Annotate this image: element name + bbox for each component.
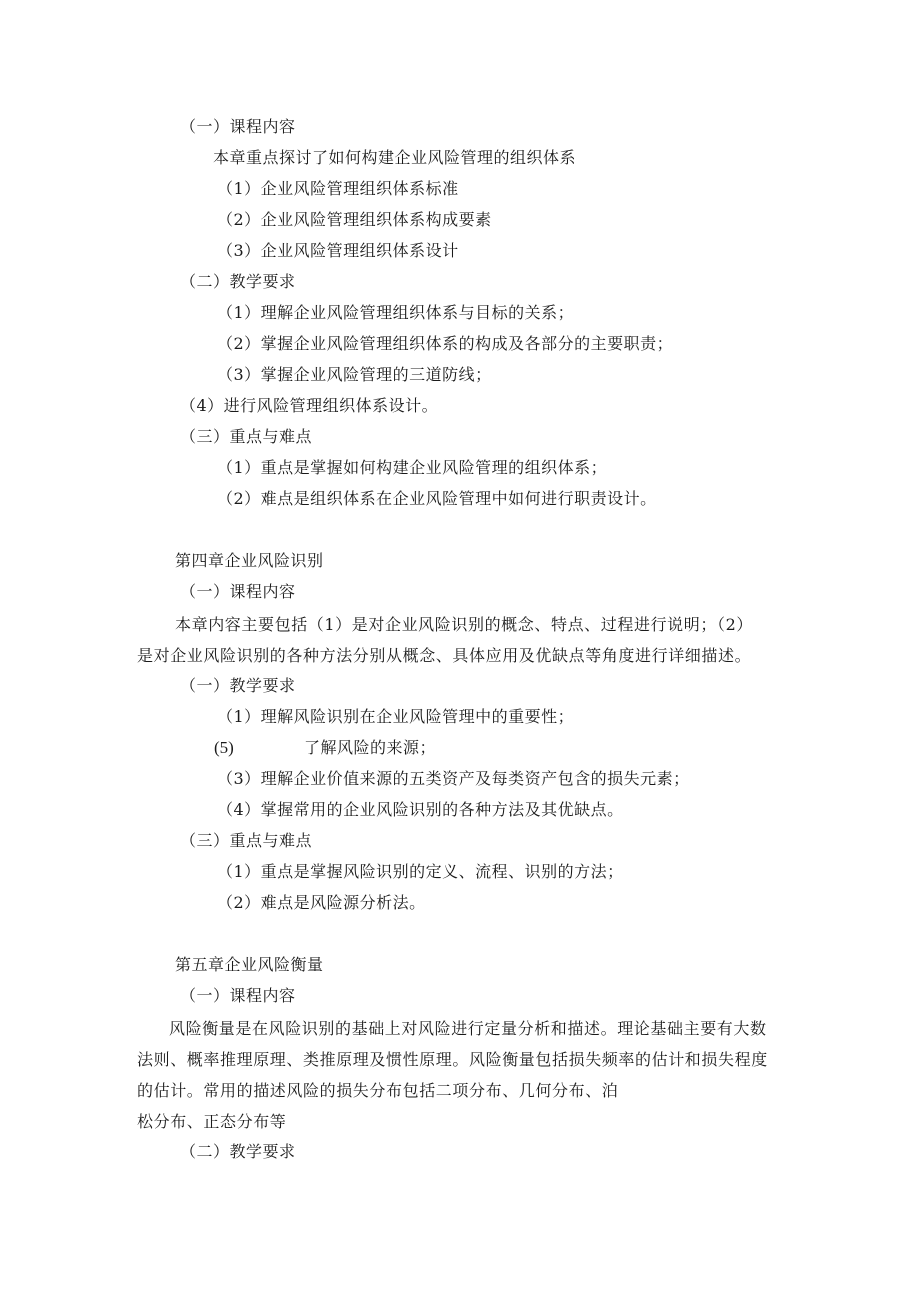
chapter-paragraph: [137, 1013, 787, 1137]
teaching-requirements-heading: （一）教学要求: [180, 676, 296, 695]
content-item: （2）企业风险管理组织体系构成要素: [217, 210, 492, 229]
key-points-heading: （三）重点与难点: [180, 831, 313, 850]
course-content-heading: （一）课程内容: [180, 582, 296, 601]
chapter-title: 第四章企业风险识别: [175, 551, 324, 570]
teaching-requirements-heading: （二）教学要求: [180, 272, 296, 291]
chapter-intro: 本章重点探讨了如何构建企业风险管理的组织体系: [213, 148, 577, 167]
key-point-item: （2）难点是风险源分析法。: [217, 893, 426, 912]
paragraph-line: 法则、概率推理原理、类推原理及惯性原理。风险衡量包括损失频率的估计和损失程度: [137, 1050, 768, 1069]
content-item: （1）企业风险管理组织体系标准: [217, 179, 459, 198]
chapter-title: 第五章企业风险衡量: [175, 955, 324, 974]
paragraph-line: 的估计。常用的描述风险的损失分布包括二项分布、几何分布、泊: [137, 1081, 619, 1100]
chapter-paragraph: [137, 609, 787, 671]
requirement-item: （4）进行风险管理组织体系设计。: [180, 396, 439, 415]
course-content-heading: （一）课程内容: [180, 117, 296, 136]
requirement-item: 了解风险的来源；: [304, 738, 437, 757]
paragraph-line: 是对企业风险识别的各种方法分别从概念、具体应用及优缺点等角度进行详细描述。: [137, 646, 752, 665]
requirement-item: （3）掌握企业风险管理的三道防线；: [217, 365, 492, 384]
key-point-item: （1）重点是掌握风险识别的定义、流程、识别的方法；: [217, 862, 624, 881]
key-points-heading: （三）重点与难点: [180, 427, 313, 446]
key-point-item: （2）难点是组织体系在企业风险管理中如何进行职责设计。: [217, 489, 657, 508]
paragraph-line: 本章内容主要包括（1）是对企业风险识别的概念、特点、过程进行说明；（2）: [175, 615, 753, 634]
paragraph-line: 松分布、正态分布等: [137, 1112, 287, 1131]
key-point-item: （1）重点是掌握如何构建企业风险管理的组织体系；: [217, 458, 608, 477]
paragraph-line: 风险衡量是在风险识别的基础上对风险进行定量分析和描述。理论基础主要有大数: [169, 1019, 767, 1038]
requirement-item: （3）理解企业价值来源的五类资产及每类资产包含的损失元素；: [217, 769, 690, 788]
teaching-requirements-heading: （二）教学要求: [180, 1142, 296, 1161]
requirement-item: （4）掌握常用的企业风险识别的各种方法及其优缺点。: [217, 800, 624, 819]
requirement-item: （1）理解企业风险管理组织体系与目标的关系；: [217, 303, 575, 322]
course-content-heading: （一）课程内容: [180, 986, 296, 1005]
requirement-item: （1）理解风险识别在企业风险管理中的重要性；: [217, 707, 575, 726]
content-item: （3）企业风险管理组织体系设计: [217, 241, 459, 260]
requirement-number: (5): [214, 738, 234, 757]
requirement-item: （2）掌握企业风险管理组织体系的构成及各部分的主要职责；: [217, 334, 674, 353]
